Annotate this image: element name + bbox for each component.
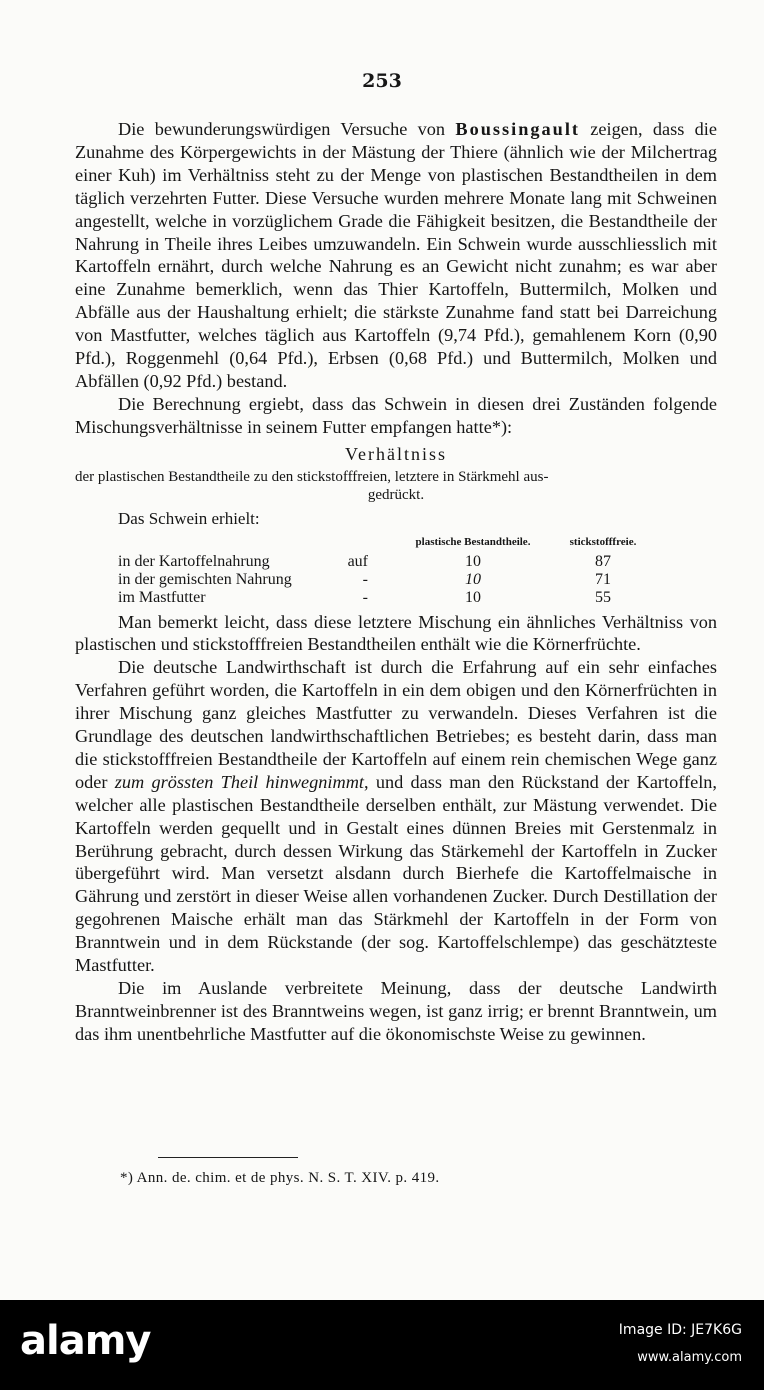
row-label: in der gemischten Nahrung <box>118 570 292 588</box>
author-name: Boussingault <box>455 119 580 139</box>
header-plastic: plastische Bestandtheile. <box>415 535 531 548</box>
paragraph-3: Man bemerkt leicht, dass diese letztere Mischung ein ähnliches Verhältniss von plastischen und stickstofffreien Bestandtheilen enthält wie die Körnerfrüchte. <box>75 611 717 655</box>
paragraph-1-start: Die bewunderungswürdigen Versuche von <box>118 119 456 139</box>
row-free: 87 <box>595 552 611 570</box>
table-subtitle <box>75 468 717 504</box>
paragraph-1 <box>75 118 717 393</box>
row-free: 71 <box>595 570 611 588</box>
table-row <box>118 589 648 607</box>
paragraph-2: Die Berechnung ergiebt, dass das Schwein in diesen drei Zuständen folgende Mischungsverhältnisse in seinem Futter empfangen hatte*): <box>75 393 717 437</box>
row-label: in der Kartoffelnahrung <box>118 552 270 570</box>
paragraph-4-a: Die deutsche Landwirthschaft ist durch die Erfahrung auf ein sehr einfaches Verfahren geführt worden, die Kartoffeln in ein dem obigen und den Körnerfrüchten in ihrer Mischung ganz gleiches Mastfutter zu verwandeln. Dieses Verfahren ist die Grundlage des deutschen landwirthschaftlichen Betriebes; es besteht darin, dass man die stickstofffreien Bestandtheile der Kartoffeln auf einem rein chemischen Wege ganz oder <box>75 657 717 792</box>
paragraph-4 <box>75 656 717 977</box>
row-plastic: 10 <box>465 552 481 570</box>
page-body <box>75 118 717 1046</box>
site-url: www.alamy.com <box>637 1350 742 1365</box>
footnote: *) Ann. de. chim. et de phys. N. S. T. XIV. p. 419. <box>120 1170 440 1186</box>
table-header-row <box>118 531 648 553</box>
mixture-table <box>118 531 648 607</box>
table-intro: Das Schwein erhielt: <box>118 508 260 528</box>
table-subtitle-a: der plastischen Bestandtheile zu den stickstofffreien, letztere in Stärkmehl aus- <box>75 468 549 485</box>
paragraph-5: Die im Auslande verbreitete Meinung, dass der deutsche Landwirth Branntweinbrenner ist des Branntweins wegen, ist ganz irrig; er brennt Branntwein, um das ihm unentbehrliche Mastfutter auf die ökonomischste Weise zu gewinnen. <box>75 978 717 1044</box>
footnote-rule <box>158 1157 298 1158</box>
row-sep: - <box>362 570 368 588</box>
row-plastic: 10 <box>465 570 481 588</box>
image-id: Image ID: JE7K6G <box>618 1322 742 1338</box>
paragraph-4-b: , und dass man den Rückstand der Kartoffeln, welcher alle plastischen Bestandtheile derselben enthält, zur Mästung verwendet. Die Kartoffeln werden gequellt und in Gestalt eines dünnen Breies mit Gerstenmalz in Berührung gebracht, durch dessen Wirkung das Stärkemehl der Kartoffeln in Zucker übergeführt wird. Man versetzt alsdann durch Bierhefe die Kartoffelmaische in Gährung und zerstört in dieser Weise allen vorhandenen Zucker. Durch Destillation der gegohrenen Maische erhält man das Stärkmehl der Kartoffeln in der Form von Branntwein und in dem Rückstande (der sog. Kartoffelschlempe) das geschätzteste Mastfutter. <box>75 771 717 976</box>
header-free: stickstofffreie. <box>569 535 637 548</box>
row-sep: - <box>362 588 368 606</box>
paragraph-1-rest: zeigen, dass die Zunahme des Körpergewichts in der Mästung der Thiere (ähnlich wie der Milchertrag einer Kuh) im Verhältniss steht zu der Menge von plastischen Bestandtheilen in dem täglich verzehrten Futter. Diese Versuche wurden mehrere Monate lang mit Schweinen angestellt, welche in vorzüglichem Grade die Fähigkeit besitzen, die Bestandtheile der Nahrung in Theile ihres Leibes umzuwandeln. Ein Schwein wurde ausschliesslich mit Kartoffeln ernährt, durch welche Nahrung es an Gewicht nicht zunahm; es war aber eine Zunahme bemerklich, wenn das Thier Kartoffeln, Buttermilch, Molken und Abfälle aus der Haushaltung erhielt; die stärkste Zunahme fand statt bei Darreichung von Mastfutter, welches täglich aus Kartoffeln (9,74 Pfd.), gemahlenem Korn (0,90 Pfd.), Roggenmehl (0,64 Pfd.), Erbsen (0,68 Pfd.) und Buttermilch, Molken und Abfällen (0,92 Pfd.) bestand. <box>75 119 717 391</box>
paragraph-4-italic: zum grössten Theil hinwegnimmt <box>114 771 364 792</box>
page-number: 253 <box>362 70 402 92</box>
alamy-logo: alamy <box>20 1318 151 1364</box>
row-label: im Mastfutter <box>118 588 206 606</box>
table-row <box>118 571 648 589</box>
row-sep: auf <box>347 552 368 570</box>
table-title: Verhältniss <box>345 443 447 464</box>
row-plastic: 10 <box>465 588 481 606</box>
table-row <box>118 553 648 571</box>
table-subtitle-b: gedrückt. <box>367 486 425 503</box>
row-free: 55 <box>595 588 611 606</box>
